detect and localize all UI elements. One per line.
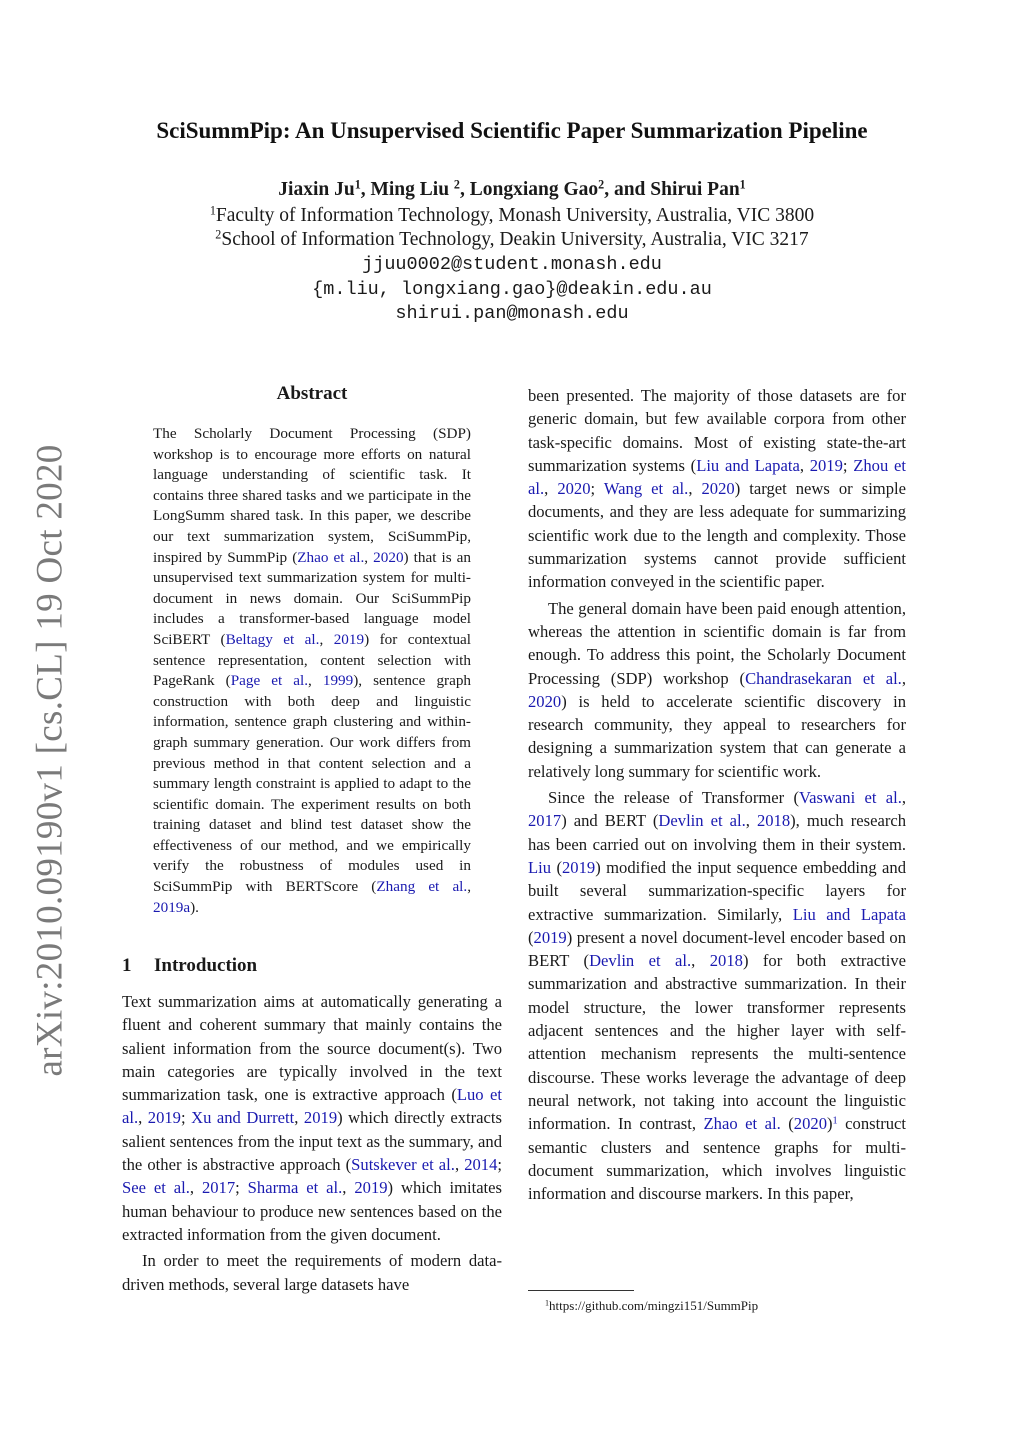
citation-link[interactable]: 2019 [809,455,843,475]
citation-link[interactable]: 2020 [793,1114,827,1134]
citation-link[interactable]: 2018 [756,811,791,831]
citation-link[interactable]: 1 [832,1115,838,1127]
footnote: $^1$https://github.com/mingzi151/SummPip [545,1298,759,1313]
citation-link[interactable]: Devlin et al. [658,811,746,831]
citation-link[interactable]: 2018 [709,951,743,971]
citation-link[interactable]: 2014 [464,1155,498,1175]
citation-link[interactable]: 2017 [528,811,562,831]
citation-link[interactable]: Zhao et al. [703,1114,781,1134]
affiliation-1: $^1$Faculty of Information Technology, Monash University, Australia, VIC 3800 [209,203,815,226]
paragraph: Since the release of Transformer (Vaswani et al., 2017) and BERT (Devlin et al., 2018), much research has been carried out on involving them in their system. Liu (2019) modified the input sequence embedding and built several summarization-specific layers for extractive summarization. Similarly, Liu and Lapata (2019) present a novel document-level encoder based on BERT (Devlin et al., 2018) for both extractive summarization and abstractive summarization. In their model structure, the lower transformer represents adjacent sentences and the higher layer with self-attention mechanism represents the multi-sentence discourse. These works leverage the advantage of deep neural network, not taking into account the linguistic information. In contrast, Zhao et al. (2020)$^1$ construct semantic clusters and sentence graphs for multi-document summarization, which involves linguistic information and discourse markers. In this paper, [528,788,907,1204]
citation-link[interactable]: 2020 [528,691,562,711]
citation-link[interactable]: Zhao et al. [297,548,365,566]
abstract-heading: Abstract [276,383,348,404]
paragraph: Text summarization aims at automatically generating a fluent and coherent summary that mainly contains the salient information from the source document(s). Two main categories are typically involved in the text summarization task, one is extractive approach (Luo et al., 2019; Xu and Durrett, 2019) which directly extracts salient sentences from the input text as the summary, and the other is abstractive approach (Sutskever et al., 2014; See et al., 2017; Sharma et al., 2019) which imitates human behaviour to produce new sentences based on the extracted information from the given document. [122,992,503,1244]
citation-link[interactable]: Chandrasekaran et al. [745,668,902,688]
affiliation-2: $^2$School of Information Technology, Deakin University, Australia, VIC 3217 [215,227,809,250]
citation-link[interactable]: Sharma et al. [247,1178,343,1198]
paragraph: been presented. The majority of those datasets are for generic domain, but few available corpora from other task-specific domains. Most of existing state-the-art summarization systems (Liu and Lapata, 2019; Zhou et al., 2020; Wang et al., 2020) target news or simple documents, and they are less adequate for summarizing scientific work due to the length and complexity. Those summarization systems cannot provide sufficient information conveyed in the scientific paper. [528,386,906,592]
citation-link[interactable]: Zhang et al. [376,878,468,896]
footnote-rule [528,1290,634,1291]
abstract-body: The Scholarly Document Processing (SDP) workshop is to encourage more efforts on natural language understanding of scientific task. It contains three shared tasks and we participate in the LongSumm shared task. In this paper, we describe our text summarization system, SciSummPip, inspired by SummPip (Zhao et al., 2020) that is an unsupervised text summarization system for multi-document in news domain. Our SciSummPip includes a transformer-based language model SciBERT (Beltagy et al., 2019) for contextual sentence representation, content selection with PageRank (Page et al., 1999), sentence graph construction with both deep and linguistic information, sentence graph clustering and within-graph summary generation. Our work differs from previous method in that content selection and a summary length constraint is applied to adapt to the scientific domain. The experiment results on both training dataset and blind test dataset show the effectiveness of our method, and we empirically verify the robustness of modules used in SciSummPip with BERTScore (Zhang et al., 2019a). [153,425,472,916]
section-number: 1 [122,955,132,976]
citation-link[interactable]: Liu and Lapata [792,904,906,924]
author-list: Jiaxin Ju$^1$, Ming Liu $^2$, Longxiang Gao$^2$, and Shirui Pan$^1$ [278,177,746,200]
citation-link[interactable]: 2019 [533,927,567,947]
citation-link[interactable]: 2019 [562,857,596,877]
arxiv-identifier: arXiv:2010.09190v1 [cs.CL] 19 Oct 2020 [29,443,71,1077]
citation-link[interactable]: Wang et al. [603,479,689,499]
email-2: {m.liu, longxiang.gao}@deakin.edu.au [312,279,712,300]
intro-right-column [528,384,906,1205]
citation-link[interactable]: Beltagy et al. [225,630,320,648]
citation-link[interactable]: 1999 [322,672,354,690]
arxiv-sidebar-stamp [20,443,80,1077]
paragraph: The general domain have been paid enough attention, whereas the attention in scientific domain is far from enough. To address this point, the Scholarly Document Processing (SDP) workshop (Chandrasekaran et al., 2020) is held to accelerate scientific discovery in research community, they appeal to researchers for designing a summarization system that can generate a relatively long summary for scientific work. [528,598,906,781]
citation-link[interactable]: Liu and Lapata [696,455,800,475]
citation-link[interactable]: Vaswani et al. [798,788,902,808]
citation-link[interactable]: Liu [528,857,552,877]
email-1: jjuu0002@student.monash.edu [362,254,662,275]
citation-link[interactable]: 2020 [701,479,735,499]
citation-link[interactable]: 2019a [153,898,191,916]
citation-link[interactable]: Zhou et al. [528,455,906,499]
citation-link[interactable]: Xu and Durrett [191,1108,295,1128]
paper-title: SciSummPip: An Unsupervised Scientific Paper Summarization Pipeline [156,118,868,143]
citation-link[interactable]: 2019 [303,1108,338,1128]
citation-link[interactable]: 2019 [147,1108,181,1128]
section-heading-introduction [122,955,502,977]
citation-link[interactable]: Luo et al. [122,1085,502,1128]
citation-link[interactable]: 2020 [557,479,591,499]
citation-link[interactable]: See et al. [122,1178,190,1198]
citation-link[interactable]: 2019 [333,630,365,648]
section-title: Introduction [154,955,258,976]
email-3: shirui.pan@monash.edu [395,303,629,324]
citation-link[interactable]: 2019 [354,1178,388,1198]
intro-left-column [122,990,502,1296]
citation-link[interactable]: 2017 [201,1178,236,1198]
citation-link[interactable]: Page et al. [230,672,309,690]
citation-link[interactable]: Sutskever et al. [351,1155,455,1175]
citation-link[interactable]: 2020 [373,548,404,566]
citation-link[interactable]: Devlin et al. [589,951,692,971]
paragraph: In order to meet the requirements of modern data-driven methods, several large datasets have [122,1251,502,1294]
